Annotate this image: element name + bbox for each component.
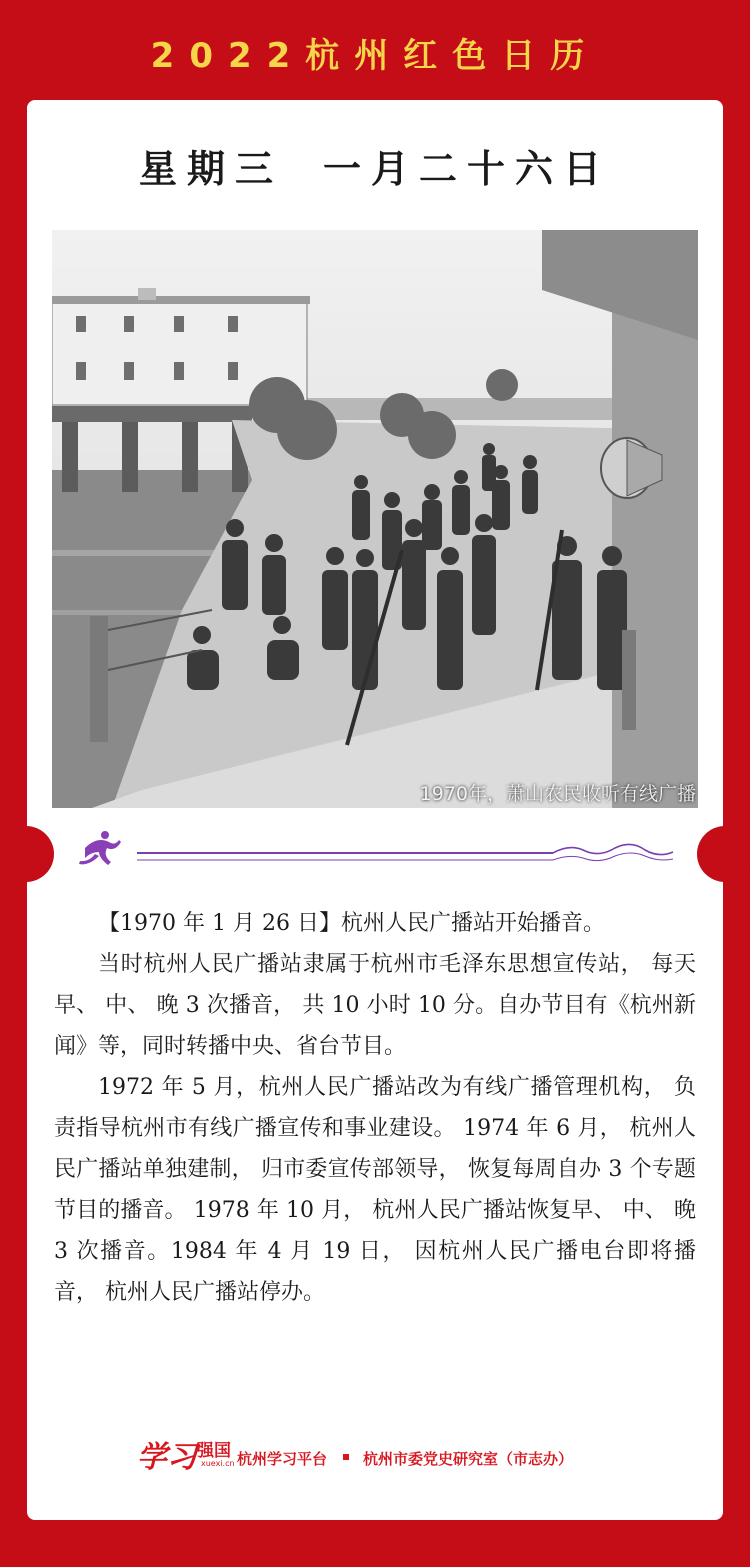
photo-caption: 1970年，萧山农民收听有线广播 bbox=[419, 783, 696, 805]
xuexi-logo-script: 学习 bbox=[137, 1440, 197, 1475]
historical-photo bbox=[52, 230, 698, 808]
weekday: 星期三 bbox=[138, 146, 283, 191]
right-notch bbox=[697, 826, 750, 882]
article-paragraph: 1972 年 5 月，杭州人民广播站改为有线广播管理机构， 负责指导杭州市有线广播宣传和事业建设。 1974 年 6 月， 杭州人民广播站单独建制， 归市委宣传部领导， 恢复每周自办 3 个专题节目的播音。 1978 年 10 月， 杭州人民广播站恢复早、 中、 晚 3 次播音。1984 年 4 月 19 日， 因杭州人民广播电台即将播音， 杭州人民广播站停办。 bbox=[54, 1075, 696, 1305]
day-date: 一月二十六日 bbox=[323, 146, 612, 191]
article-paragraph: 当时杭州人民广播站隶属于杭州市毛泽东思想宣传站， 每天早、 中、 晚 3 次播音， 共 10 小时 10 分。自办节目有《杭州新闻》等，同时转播中央、省台节目。 bbox=[54, 952, 696, 1059]
xuexi-logo-url: xuexi.cn bbox=[201, 1459, 235, 1468]
article-body bbox=[54, 903, 696, 1313]
photo-illustration bbox=[52, 230, 698, 808]
footer-organization: 杭州市委党史研究室（市志办） bbox=[363, 1450, 574, 1468]
article-paragraph: 【1970 年 1 月 26 日】杭州人民广播站开始播音。 bbox=[98, 911, 605, 936]
left-notch bbox=[0, 826, 54, 882]
date-heading bbox=[27, 138, 723, 193]
running-figure-icon bbox=[79, 831, 121, 865]
xuexi-logo-strong: 强国 bbox=[197, 1441, 231, 1461]
footer-platform: 杭州学习平台 bbox=[237, 1450, 328, 1468]
section-divider bbox=[75, 826, 675, 876]
footer-branding bbox=[137, 1430, 657, 1490]
separator-dot bbox=[343, 1454, 349, 1460]
page-title: 2022杭州红色日历 bbox=[150, 36, 600, 76]
